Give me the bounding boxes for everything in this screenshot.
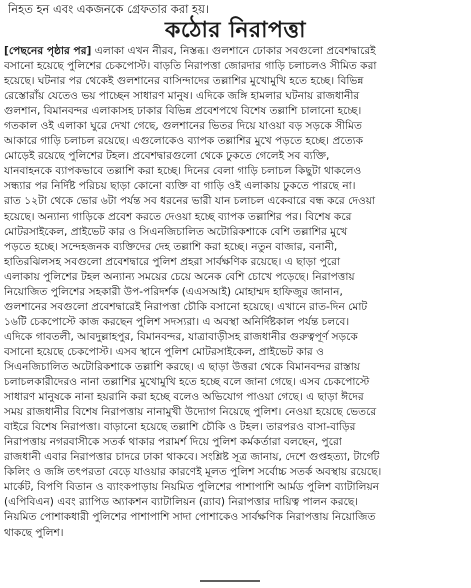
article-line: বসানো হয়েছে পুলিশের চেকপোস্ট। বাড়তি নিরাপত্তা জোরদার গাড়ি চলাচলও সীমিত করা <box>4 60 377 73</box>
article-line: মোড়েই রয়েছে পুলিশের টহল। প্রবেশদ্বারগুলো থেকে ঢুকতে গেলেই সব ব্যক্তি, <box>4 150 330 163</box>
article-line: হয়েছে। অন্যান্য গাড়িকে প্রবেশ করতে দেওয়া হচ্ছে ব্যাপক তল্লাশির পর। বিশেষ করে <box>4 210 352 223</box>
article-line: (এপিবিএন) এবং র‍্যাপিড অ্যাকশন ব্যাটালিয়ন (র‍্যাব) নিরাপত্তার দায়িত্ব পালন করছে। <box>4 496 359 509</box>
article-line: বাইরে বিশেষ নিরাপত্তা। বাড়ানো হয়েছে তল্লাশি চৌকি ও টহল। তারপরও বাসা-বাড়ির <box>4 421 356 434</box>
article-line: নিয়মিত পোশাকধারী পুলিশের পাশাপাশি সাদা পোশাকেও সার্বক্ষণিক নিরাপত্তায় নিয়োজিত <box>4 511 376 524</box>
article-line: চলাচলকারীদেরও নানা তল্লাশির মুখোমুখি হতে হচ্ছে বলে জানা গেছে। এসব চেকপোস্টে <box>4 376 370 389</box>
article-line: রাত ১২টা থেকে ভোর ৬টা পর্যন্ত সব ধরনের ভারী যান চলাচল একেবারে বন্ধ করে দেওয়া <box>4 195 376 208</box>
article-line: রাজধানী এবার নিরাপত্তার চাদরে ঢাকা থাকবে। সংশ্লিষ্ট সূত্র জানায়, দেশে গুপ্তহত্যা, টার্গেট <box>4 451 380 464</box>
article-line: নিরাপত্তায় নগরবাসীকে সতর্ক থাকার পরামর্শ দিয়ে পুলিশ কর্মকর্তারা বলছেন, পুরো <box>4 436 342 449</box>
article-line: এদিকে গাবতলী, আবদুল্লাহপুর, বিমানবন্দর, যাত্রাবাড়ীসহ রাজধানীর গুরুত্বপূর্ণ সড়কে <box>4 330 358 343</box>
article-line: ১৬টি চেকপোস্টে কাজ করছেন পুলিশ সদস্যরা। এ অবস্থা অনির্দিষ্টকাল পর্যন্ত চলবে। <box>4 315 350 328</box>
article-line: যানবাহনকে ব্যাপকভাবে তল্লাশি করা হচ্ছে। দিনের বেলা গাড়ি চলাচল কিছুটা থাকলেও <box>4 165 362 178</box>
article-line: সন্ধ্যার পর নির্দিষ্ট পরিচয় ছাড়া কোনো ব্যক্তি বা গাড়ি ওই এলাকায় ঢুকতে পারছে না। <box>4 180 356 193</box>
article-line: রেস্তোরাঁয় যেতেও ভয় পাচ্ছেন সাধারণ মানুষ। এদিকে জঙ্গি হামলার ঘটনায় রাজধানীর <box>4 90 360 103</box>
article-line: হয়েছে। ঘটনার পর থেকেই গুলশানের বাসিন্দাদের তল্লাশির মুখোমুখি হতে হচ্ছে। বিভিন্ন <box>4 75 364 88</box>
article-line: মার্কেট, বিপণি বিতান ও ব্যাংকপাড়ায় নিয়মিত পুলিশের পাশাপাশি আর্মড পুলিশ ব্যাটালিয়ন <box>4 481 380 494</box>
article-line: বসানো হয়েছে চেকপোস্ট। এসব স্থানে পুলিশ মোটরসাইকেল, প্রাইভেট কার ও <box>4 345 324 358</box>
article-line: পড়তে হচ্ছে। সন্দেহজনক ব্যক্তিদের দেহ তল্লাশি করা হচ্ছে। নতুন বাজার, বনানী, <box>4 240 338 253</box>
article-line: হাতিরঝিলসহ সবগুলো প্রবেশদ্বারে পুলিশ প্রহরা সার্বক্ষণিক রয়েছে। এ ছাড়া পুরো <box>4 255 341 268</box>
article-line: গতকাল ওই এলাকা ঘুরে দেখা গেছে, গুলশানের ভিতর দিয়ে যাওয়া বড় সড়কে সীমিত <box>4 120 362 133</box>
article-line: থাকছে পুলিশ। <box>4 526 64 539</box>
article-line: কিলিং ও জঙ্গি তৎপরতা বেড়ে যাওয়ার কারণেই মূলত পুলিশ সর্বোচ্চ সতর্ক অবস্থায় রয়েছে। <box>4 466 382 479</box>
article-line: সিএনজিচালিত অটোরিকশাকে তল্লাশি করছে। এ ছাড়া উত্তরা থেকে বিমানবন্দর রাস্তায় <box>4 360 361 373</box>
article-line: এলাকায় পুলিশের টহল অন্যান্য সময়ের চেয়ে অনেক বেশি চোখে পড়েছে। নিরাপত্তায় <box>4 270 355 283</box>
article-line: সময় রাজধানীর বিশেষ নিরাপত্তায় নানামুখী উদ্যোগ নিয়েছে পুলিশ। নেওয়া হয়েছে ভেতরে <box>4 406 377 419</box>
article-line: মোটরসাইকেল, প্রাইভেট কার ও সিএনজিচালিত অটোরিকশাকে বেশি তল্লাশির মুখে <box>4 225 348 238</box>
continued-from-reference: [পেছনের পৃষ্ঠার পর] <box>4 45 92 57</box>
article-line: সাধারণ মানুষকে নানা হয়রানি করা হচ্ছে বলেও অভিযোগ পাওয়া গেছে। এ ছাড়া ঈদের <box>4 391 364 404</box>
article-body <box>4 44 467 541</box>
article-headline: কঠোর নিরাপত্তা <box>164 18 307 43</box>
previous-article-tail: নিহত হন এবং একজনকে গ্রেফতার করা হয়। <box>8 2 209 16</box>
article-line: নিয়োজিত পুলিশের সহকারী উপ-পরিদর্শক (এএসআই) মোহাম্মদ হাফিজুর জানান, <box>4 285 343 298</box>
next-headline-fragment <box>200 580 260 588</box>
article-line: গুলশান, বিমানবন্দর এলাকাসহ ঢাকার বিভিন্ন প্রবেশপথে বিশেষ তল্লাশি চালানো হচ্ছে। <box>4 105 362 118</box>
article-line: গুলশানের সবগুলো প্রবেশদ্বারেই নিরাপত্তা চৌকি বসানো হয়েছে। এখানে রাত-দিন মোট <box>4 300 368 313</box>
article-line: আকারে গাড়ি চলাচল রয়েছে। এগুলোকেও ব্যাপক তল্লাশির মুখে পড়তে হচ্ছে। প্রত্যেক <box>4 135 364 148</box>
article-line: [পেছনের পৃষ্ঠার পর] এলাকা এখন নীরব, নিস্তব্ধ। গুলশানে ঢোকার সবগুলো প্রবেশদ্বারেই <box>4 45 376 57</box>
